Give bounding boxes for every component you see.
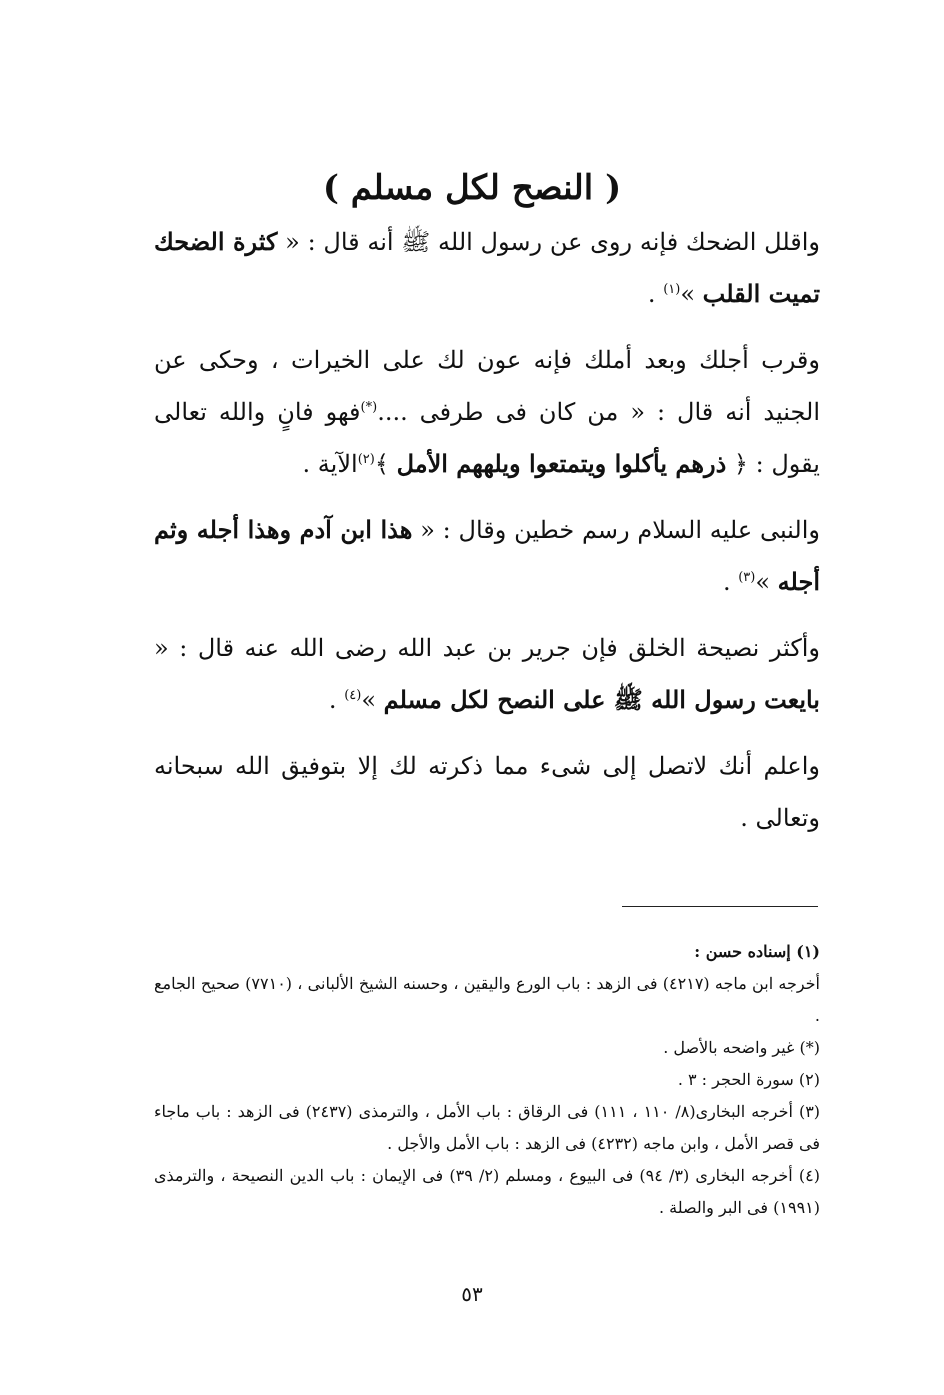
paragraph-lines [154, 504, 820, 608]
paragraph-text: فهو فانٍ والله تعالى يقول : ﴿ [154, 398, 820, 478]
footnote-ref: (١) [663, 282, 681, 297]
paragraph-advice [154, 622, 820, 726]
paragraph-end: . [722, 568, 739, 596]
paragraph-text: وقرب أجلك وبعد أملك فإنه عون لك على الخيرات ، وحكى عن الجنيد أنه قال : « من كان فى طرفى .... [154, 346, 820, 426]
footnote-divider [622, 906, 818, 907]
section-title: ( النصح لكل مسلم ) [322, 168, 622, 208]
footnote-ref: (٤) [344, 688, 362, 703]
quote-close: ﴾ [374, 450, 397, 478]
quote-close: » [755, 568, 778, 596]
footnote-1-heading [154, 936, 820, 968]
paragraph-text: واقلل الضحك فإنه روى عن رسول الله ﷺ أنه قال : « [277, 228, 820, 256]
paragraph-text: وأكثر نصيحة الخلق فإن جرير بن عبد الله رضى الله عنه قال : « [154, 634, 820, 662]
footnote-3: (٣) أخرجه البخارى(٨/ ١١٠ ، ١١١) فى الرقاق : باب الأمل ، والترمذى (٢٤٣٧) فى الزهد : باب ماجاء فى قصر الأمل ، وابن ماجه (٤٢٣٢) فى الزهد : باب الأمل والأجل . [154, 1102, 821, 1153]
hadith-quote: هذا ابن آدم وهذا أجله وثم أجله [154, 515, 820, 596]
footnote-2: (٢) سورة الحجر : ٣ . [677, 1070, 820, 1089]
footnote-4: (٤) أخرجه البخارى (٣/ ٩٤) فى البيوع ، ومسلم (٢/ ٣٩) فى الإيمان : باب الدين النصيحة ، والترمذى (١٩٩١) فى البر والصلة . [154, 1166, 820, 1217]
hadith-quote: كثرة الضحك تميت القلب [154, 227, 820, 308]
footnotes [154, 936, 820, 1224]
paragraph-laughter [154, 216, 820, 320]
paragraph-text: والنبى عليه السلام رسم خطين وقال : « [412, 516, 820, 544]
paragraph-end: الآية . [302, 450, 358, 478]
footnote-ref: (*) [360, 400, 378, 415]
main-text [154, 216, 820, 858]
footnote-1: أخرجه ابن ماجه (٤٢١٧) فى الزهد : باب الورع واليقين ، وحسنه الشيخ الألبانى ، (٧٧١٠) صحيح الجامع . [154, 974, 821, 1025]
paragraph-closing [154, 740, 820, 844]
quran-quote: ذرهم يأكلوا ويتمتعوا ويلههم الأمل [396, 449, 727, 478]
footnote-star: (*) غير واضحه بالأصل . [663, 1038, 820, 1057]
footnote-ref: (٢) [357, 452, 375, 467]
paragraph-end: . [647, 280, 664, 308]
hadith-quote: بايعت رسول الله ﷺ على النصح لكل مسلم [383, 685, 820, 714]
quote-close: » [680, 280, 703, 308]
page-number: ٥٣ [461, 1282, 483, 1306]
footnote-1-heading-text: (١) إسناده حسن : [694, 942, 820, 961]
quote-close: » [361, 686, 384, 714]
footnote-ref: (٣) [738, 570, 756, 585]
paragraph-end: . [328, 686, 345, 714]
paragraph-hope [154, 334, 820, 490]
paragraph-text: واعلم أنك لاتصل إلى شىء مما ذكرته لك إلا بتوفيق الله سبحانه وتعالى . [154, 752, 820, 832]
